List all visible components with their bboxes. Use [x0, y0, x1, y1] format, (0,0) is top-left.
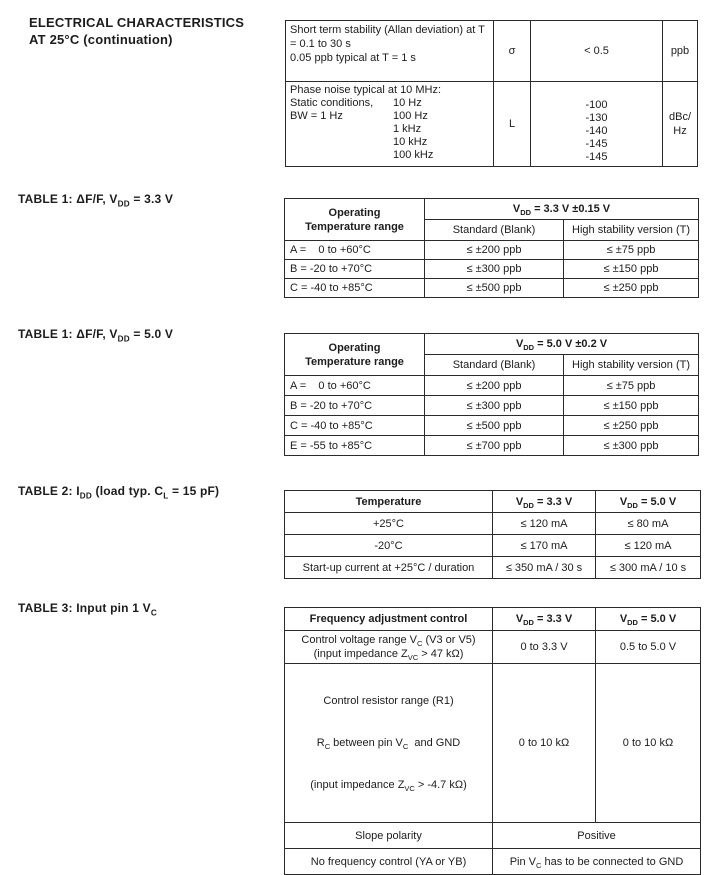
temp-range-cell: B = -20 to +70°C	[285, 260, 425, 279]
spec-table	[285, 20, 698, 167]
phase-noise-value: -140	[585, 125, 608, 137]
current-50-cell: ≤ 120 mA	[596, 535, 701, 557]
temperature-cell: +25°C	[285, 513, 493, 535]
temp-range-cell: C = -40 to +85°C	[285, 416, 425, 436]
temperature-cell: Start-up current at +25°C / duration	[285, 557, 493, 579]
col-header-temperature: Temperature	[285, 491, 493, 513]
label-line: (input impedance $Z_{VC} > 47$ kΩ)	[313, 648, 464, 663]
param-line: Short term stability (Allan deviation) at T = 0.1 to 30 s	[290, 24, 485, 50]
condition-lines	[290, 97, 393, 162]
col-header-vdd33: $V_{DD} = 3.3$ V	[493, 491, 596, 513]
standard-value-cell: ≤ ±200 ppb	[425, 376, 564, 396]
table-row	[285, 396, 699, 416]
table-row	[285, 241, 699, 260]
no-freq-control-label-cell: No frequency control (YA or YB)	[285, 849, 493, 875]
offset-frequency: 1 kHz	[393, 123, 422, 135]
control-resistor-label-cell	[285, 664, 493, 823]
label-line: Control voltage range $V_C$ (V3 or V5)	[301, 634, 476, 649]
high-stability-value-cell: ≤ ±250 ppb	[564, 416, 699, 436]
col-header-high-stability: High stability version (T)	[564, 220, 699, 241]
unit-line: Hz	[673, 125, 687, 137]
phase-noise-value: -100	[585, 99, 608, 111]
table2	[284, 490, 701, 579]
phase-noise-value: -145	[585, 138, 608, 150]
table3-caption: TABLE 3: Input pin 1 $V_C$	[18, 601, 157, 618]
symbol-cell: σ	[494, 21, 531, 82]
param-line: 0.05 ppb typical at T = 1 s	[290, 52, 416, 64]
table-row	[285, 535, 701, 557]
table-row	[286, 82, 698, 167]
col-header-high-stability: High stability version (T)	[564, 355, 699, 376]
section-heading-line1: ELECTRICAL CHARACTERISTICS	[29, 15, 245, 30]
standard-value-cell: ≤ ±300 ppb	[425, 396, 564, 416]
table-row	[285, 823, 701, 849]
temp-range-cell: A = 0 to +60°C	[285, 376, 425, 396]
temp-range-cell: A = 0 to +60°C	[285, 241, 425, 260]
current-33-cell: ≤ 350 mA / 30 s	[493, 557, 596, 579]
unit-cell: ppb	[663, 21, 698, 82]
table-row	[285, 608, 701, 631]
high-stability-value-cell: ≤ ±150 ppb	[564, 260, 699, 279]
range-50-cell: 0.5 to 5.0 V	[596, 631, 701, 664]
offset-frequency-list	[393, 97, 489, 162]
phase-noise-conditions	[290, 97, 489, 162]
header-line: Temperature range	[305, 220, 404, 233]
offset-frequency: 10 Hz	[393, 97, 422, 109]
header-line: Operating	[328, 206, 381, 219]
control-voltage-label-cell	[285, 631, 493, 664]
phase-noise-value: -130	[585, 112, 608, 124]
param-cell	[286, 21, 494, 82]
temp-range-cell: C = -40 to +85°C	[285, 279, 425, 298]
label-line: Control resistor range (R1)	[323, 695, 454, 707]
table3	[284, 607, 701, 875]
col-header-vdd33: $V_{DD} = 3.3$ V	[493, 608, 596, 631]
table-row	[285, 849, 701, 875]
table-row	[285, 631, 701, 664]
table-row	[285, 416, 699, 436]
current-33-cell: ≤ 120 mA	[493, 513, 596, 535]
col-header-vdd: $V_{DD} = 3.3$ V ±0.15 V	[425, 199, 699, 220]
table1-50	[284, 333, 699, 456]
table1-50-caption: TABLE 1: ΔF/F, $V_{DD} = 5.0$ V	[18, 327, 174, 344]
col-header-vdd: $V_{DD} = 5.0$ V ±0.2 V	[425, 334, 699, 355]
phase-noise-value: -145	[585, 151, 608, 163]
current-50-cell: ≤ 300 mA / 10 s	[596, 557, 701, 579]
table-row	[285, 491, 701, 513]
value-cell	[531, 82, 663, 167]
temp-range-cell: E = -55 to +85°C	[285, 436, 425, 456]
unit-cell	[663, 82, 698, 167]
header-line: Operating	[328, 341, 381, 354]
table1-33-caption: TABLE 1: ΔF/F, $V_{DD} = 3.3$ V	[18, 192, 174, 209]
table-row	[285, 199, 699, 220]
range-50-cell: 0 to 10 kΩ	[596, 664, 701, 823]
range-33-cell: 0 to 10 kΩ	[493, 664, 596, 823]
col-header-vdd50: $V_{DD} = 5.0$ V	[596, 608, 701, 631]
slope-polarity-value-cell: Positive	[493, 823, 701, 849]
offset-frequency: 100 Hz	[393, 110, 428, 122]
slope-polarity-label-cell: Slope polarity	[285, 823, 493, 849]
table-row	[285, 513, 701, 535]
current-33-cell: ≤ 170 mA	[493, 535, 596, 557]
header-line: Temperature range	[305, 355, 404, 368]
high-stability-value-cell: ≤ ±250 ppb	[564, 279, 699, 298]
temperature-cell: -20°C	[285, 535, 493, 557]
standard-value-cell: ≤ ±200 ppb	[425, 241, 564, 260]
section-heading-line2: AT 25°C (continuation)	[29, 32, 173, 47]
table-row	[285, 664, 701, 823]
temp-range-cell: B = -20 to +70°C	[285, 396, 425, 416]
col-header-standard: Standard (Blank)	[425, 220, 564, 241]
condition-line: BW = 1 Hz	[290, 110, 343, 122]
col-header-freq-adjust: Frequency adjustment control	[285, 608, 493, 631]
standard-value-cell: ≤ ±500 ppb	[425, 279, 564, 298]
standard-value-cell: ≤ ±500 ppb	[425, 416, 564, 436]
value-cell: < 0.5	[531, 21, 663, 82]
table-row	[285, 557, 701, 579]
high-stability-value-cell: ≤ ±300 ppb	[564, 436, 699, 456]
unit-line: dBc/	[668, 111, 691, 123]
table-row	[285, 334, 699, 355]
table-row	[285, 376, 699, 396]
label-line: $R_C$ between pin $V_C$ and GND	[316, 737, 461, 752]
current-50-cell: ≤ 80 mA	[596, 513, 701, 535]
phase-noise-values	[535, 84, 658, 164]
col-header-standard: Standard (Blank)	[425, 355, 564, 376]
high-stability-value-cell: ≤ ±75 ppb	[564, 376, 699, 396]
table1-33	[284, 198, 699, 298]
param-cell	[286, 82, 494, 167]
symbol-cell: L	[494, 82, 531, 167]
no-freq-control-value-cell: Pin $V_C$ has to be connected to GND	[493, 849, 701, 875]
offset-frequency: 100 kHz	[393, 149, 434, 161]
offset-frequency: 10 kHz	[393, 136, 428, 148]
high-stability-value-cell: ≤ ±150 ppb	[564, 396, 699, 416]
label-line: (input impedance $Z_{VC} > -4.7$ kΩ)	[310, 779, 467, 794]
table-row	[286, 21, 698, 82]
table-row	[285, 436, 699, 456]
standard-value-cell: ≤ ±700 ppb	[425, 436, 564, 456]
standard-value-cell: ≤ ±300 ppb	[425, 260, 564, 279]
col-header-temp-range	[285, 199, 425, 241]
table-row	[285, 279, 699, 298]
range-33-cell: 0 to 3.3 V	[493, 631, 596, 664]
section-heading	[29, 14, 289, 48]
condition-line: Static conditions,	[290, 97, 374, 109]
table2-caption: TABLE 2: $I_{DD}$ (load typ. $C_L = 15$ pF)	[18, 484, 220, 501]
col-header-temp-range	[285, 334, 425, 376]
high-stability-value-cell: ≤ ±75 ppb	[564, 241, 699, 260]
phase-noise-title: Phase noise typical at 10 MHz:	[290, 84, 442, 96]
col-header-vdd50: $V_{DD} = 5.0$ V	[596, 491, 701, 513]
table-row	[285, 260, 699, 279]
